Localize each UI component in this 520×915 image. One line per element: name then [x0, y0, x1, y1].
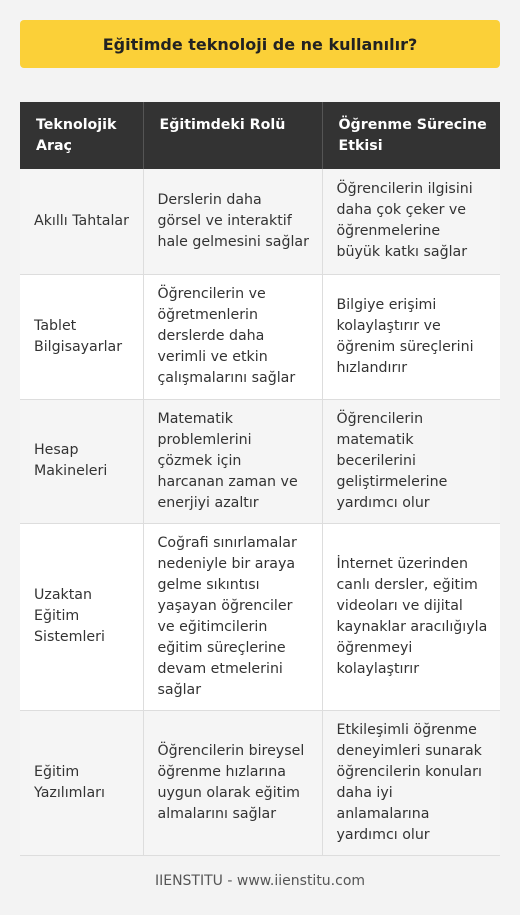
- cell-role: Öğrencilerin bireysel öğrenme hızlarına uygun olarak eğitim almalarını sağlar: [143, 710, 322, 855]
- cell-effect: Öğrencilerin ilgisini daha çok çeker ve öğrenmelerine büyük katkı sağlar: [322, 169, 500, 274]
- table-row: [20, 523, 500, 710]
- cell-role: Öğrencilerin ve öğretmenlerin derslerde daha verimli ve etkin çalışmalarını sağlar: [143, 274, 322, 399]
- page-title: Eğitimde teknoloji de ne kullanılır?: [20, 20, 500, 68]
- technology-table: [20, 102, 500, 856]
- cell-tool: Akıllı Tahtalar: [20, 169, 143, 274]
- table-header-row: [20, 102, 500, 169]
- footer-credit: IIENSTITU - www.iienstitu.com: [154, 873, 366, 889]
- cell-role: Derslerin daha görsel ve interaktif hale gelmesini sağlar: [143, 169, 322, 274]
- cell-tool: Uzaktan Eğitim Sistemleri: [20, 523, 143, 710]
- cell-role: Matematik problemlerini çözmek için harcanan zaman ve enerjiyi azaltır: [143, 399, 322, 523]
- cell-effect: Bilgiye erişimi kolaylaştırır ve öğrenim süreçlerini hızlandırır: [322, 274, 500, 399]
- cell-effect: Öğrencilerin matematik becerilerini geliştirmelerine yardımcı olur: [322, 399, 500, 523]
- header-effect: Öğrenme Sürecine Etkisi: [322, 102, 500, 169]
- table-row: [20, 274, 500, 399]
- table-row: [20, 710, 500, 855]
- cell-effect: Etkileşimli öğrenme deneyimleri sunarak öğrencilerin konuları daha iyi anlamalarına yardımcı olur: [322, 710, 500, 855]
- cell-tool: Hesap Makineleri: [20, 399, 143, 523]
- table-row: [20, 169, 500, 274]
- cell-effect: İnternet üzerinden canlı dersler, eğitim videoları ve dijital kaynaklar aracılığıyla öğrenmeyi kolaylaştırır: [322, 523, 500, 710]
- cell-tool: Eğitim Yazılımları: [20, 710, 143, 855]
- cell-tool: Tablet Bilgisayarlar: [20, 274, 143, 399]
- cell-role: Coğrafi sınırlamalar nedeniyle bir araya gelme sıkıntısı yaşayan öğrenciler ve eğitimcilerin eğitim süreçlerine devam etmelerini sağlar: [143, 523, 322, 710]
- header-tool: Teknolojik Araç: [20, 102, 143, 169]
- table-row: [20, 399, 500, 523]
- header-role: Eğitimdeki Rolü: [143, 102, 322, 169]
